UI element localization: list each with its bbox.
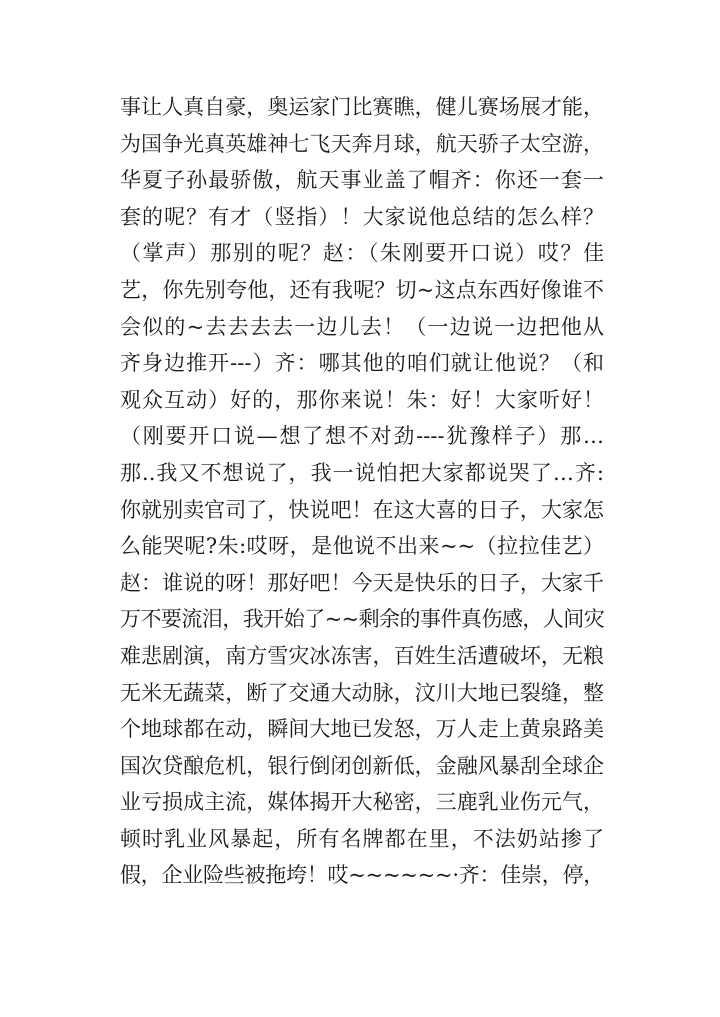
text-line-12: 你就别卖官司了，快说吧！在这大喜的日子，大家怎 bbox=[120, 497, 604, 522]
text-line-16: 难悲剧演，南方雪灾冰冻害，百姓生活遭破坏，无粮 bbox=[120, 643, 604, 668]
text-line-2: 为国争光真英雄神七飞天奔月球，航天骄子太空游， bbox=[120, 131, 604, 156]
text-line-1: 事让人真自豪，奥运家门比赛瞧，健儿赛场展才能， bbox=[120, 95, 604, 119]
text-line-14: 赵：谁说的呀！那好吧！今天是快乐的日子，大家千 bbox=[120, 570, 604, 595]
text-line-7: 会似的~去去去去一边儿去！（一边说一边把他从 bbox=[120, 314, 604, 339]
text-line-15: 万不要流泪，我开始了~~剩余的事件真伤感，人间灾 bbox=[120, 607, 604, 632]
text-line-3: 华夏子孙最骄傲，航天事业盖了帽齐：你还一套一 bbox=[120, 168, 604, 193]
text-line-4: 套的呢？有才（竖指）！大家说他总结的怎么样？ bbox=[120, 204, 604, 229]
text-line-13: 么能哭呢?朱:哎呀，是他说不出来~~（拉拉佳艺） bbox=[120, 534, 604, 559]
text-line-21: 顿时乳业风暴起，所有名牌都在里，不法奶站掺了 bbox=[120, 826, 604, 851]
text-line-19: 国次贷酿危机，银行倒闭创新低，金融风暴刮全球企 bbox=[120, 753, 604, 778]
text-line-10: （刚要开口说—想了想不对劲----犹豫样子）那… bbox=[120, 424, 604, 449]
body-text bbox=[120, 89, 604, 894]
text-line-11: 那..我又不想说了，我一说怕把大家都说哭了…齐: bbox=[120, 460, 604, 485]
text-line-17: 无米无蔬菜，断了交通大动脉，汶川大地已裂缝，整 bbox=[120, 680, 604, 705]
text-line-22: 假，企业险些被拖垮！哎~~~~~~·齐：佳崇，停， bbox=[120, 863, 604, 888]
text-line-6: 艺，你先别夸他，还有我呢？切~这点东西好像谁不 bbox=[120, 277, 604, 302]
text-line-8: 齐身边推开---）齐：哪其他的咱们就让他说？（和 bbox=[120, 351, 604, 376]
text-line-9: 观众互动）好的，那你来说！朱：好！大家听好！ bbox=[120, 387, 604, 412]
text-line-5: （掌声）那别的呢？赵：（朱刚要开口说）哎？佳 bbox=[120, 241, 604, 266]
text-line-18: 个地球都在动，瞬间大地已发怒，万人走上黄泉路美 bbox=[120, 717, 604, 742]
text-line-20: 业亏损成主流，媒体揭开大秘密，三鹿乳业伤元气， bbox=[120, 790, 604, 815]
